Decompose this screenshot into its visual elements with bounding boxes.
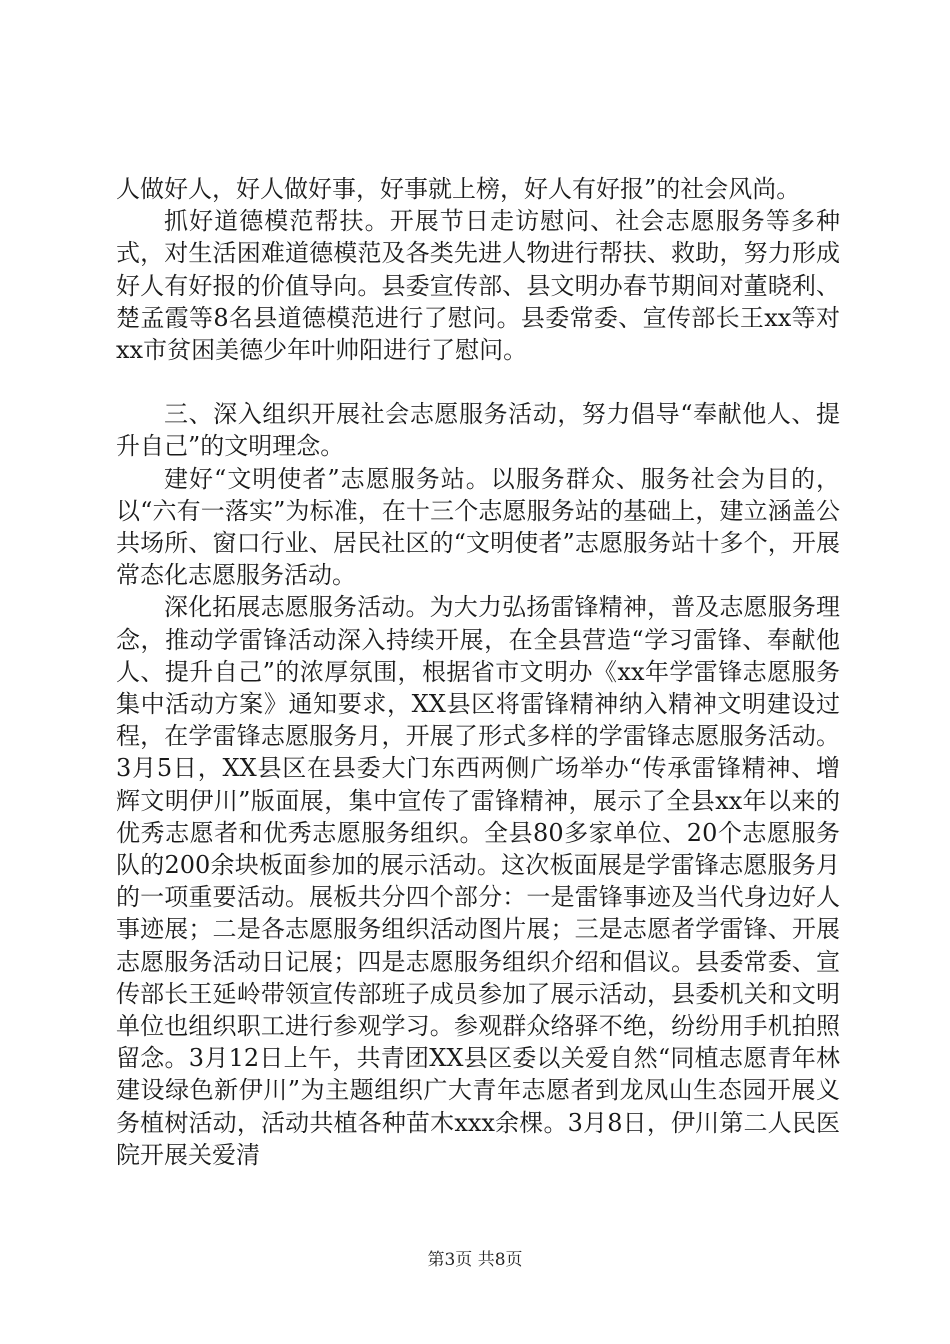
paragraph-civilization-envoy-station: 建好“文明使者”志愿服务站。以服务群众、服务社会为目的，以“六有一落实”为标准，在十三个志愿服务站的基础上，建立涵盖公共场所、窗口行业、居民社区的“文明使者”志愿服务站十多个，开展常态化志愿服务活动。	[116, 464, 840, 590]
page-number-footer: 第3页 共8页	[427, 1250, 523, 1270]
section-heading-volunteer-service: 三、深入组织开展社会志愿服务活动，努力倡导“奉献他人、提升自己”的文明理念。	[116, 400, 840, 461]
paragraph-moral-model-support: 抓好道德模范帮扶。开展节日走访慰问、社会志愿服务等多种式，对生活困难道德模范及各类先进人物进行帮扶、救助，努力形成好人有好报的价值导向。县委宣传部、县文明办春节期间对董晓利、楚孟霞等8名县道德模范进行了慰问。县委常委、宣传部长王xx等对xx市贫困美德少年叶帅阳进行了慰问。	[116, 207, 840, 365]
paragraph-volunteer-activities: 深化拓展志愿服务活动。为大力弘扬雷锋精神，普及志愿服务理念，推动学雷锋活动深入持续开展，在全县营造“学习雷锋、奉献他人、提升自己”的浓厚氛围，根据省市文明办《xx年学雷锋志愿服务集中活动方案》通知要求，XX县区将雷锋精神纳入精神文明建设过程，在学雷锋志愿服务月，开展了形式多样的学雷锋志愿服务活动。3月5日，XX县区在县委大门东西两侧广场举办“传承雷锋精神、增辉文明伊川”版面展，集中宣传了雷锋精神，展示了全县xx年以来的优秀志愿者和优秀志愿服务组织。全县80多家单位、20个志愿服务队的200余块板面参加的展示活动。这次板面展是学雷锋志愿服务月的一项重要活动。展板共分四个部分：一是雷锋事迹及当代身边好人事迹展；二是各志愿服务组织活动图片展；三是志愿者学雷锋、开展志愿服务活动日记展；四是志愿服务组织介绍和倡议。县委常委、宣传部长王延岭带领宣传部班子成员参加了展示活动，县委机关和文明单位也组织职工进行参观学习。参观群众络驿不绝，纷纷用手机拍照留念。3月12日上午，共青团XX县区委以关爱自然“同植志愿青年林建设绿色新伊川”为主题组织广大青年志愿者到龙凤山生态园开展义务植树活动，活动共植各种苗木xxx余棵。3月8日，伊川第二人民医院开展关爱清	[116, 593, 840, 1169]
document-body	[116, 173, 840, 1171]
paragraph-continuation: 人做好人，好人做好事，好事就上榜，好人有好报”的社会风尚。	[116, 175, 801, 203]
